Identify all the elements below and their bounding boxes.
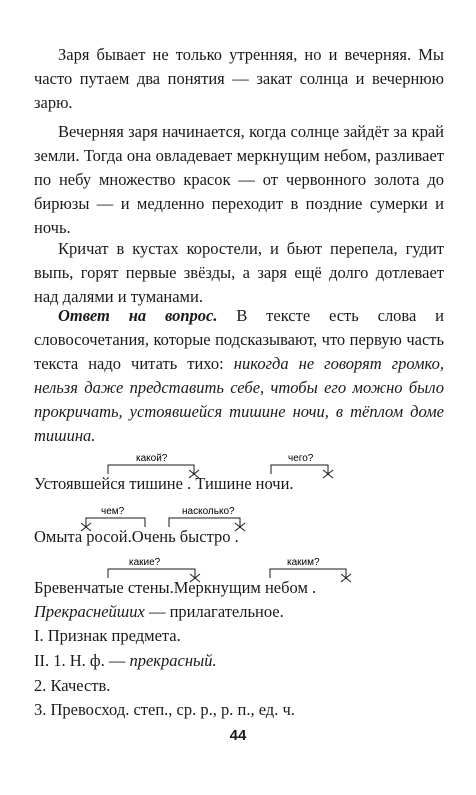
answer-examples: никогда не говорят громко, нельзя даже представить себе, чтобы его можно было прокричать, устоявшейся тишине ночи, в тёплом доме тишина. [34,354,445,445]
parsing-item: I. Признак предмета. [34,626,181,645]
parsing-item: 2. Качеств. [34,676,111,695]
parsed-word-type: — прилагательное. [144,602,284,621]
parsing-item [34,649,217,673]
parsing-item-prefix: II. 1. Н. ф. — [34,651,130,670]
phrase-line-3: Бревенчатые стены.Меркнущим небом . [34,578,317,597]
answer-heading: Ответ на вопрос. [58,306,218,325]
question-label: каким? [287,557,320,568]
paragraph-3: Кричат в кустах коростели, и бьют перепела, гудит выпь, горят первые звёзды, а заря ещё долго дотлевает над далями и туманами. [34,239,444,306]
page-number: 44 [229,727,247,744]
answer-text: В тексте есть слова и словосочетания, которые подсказывают, что первую часть текста надо читать тихо: [34,306,444,373]
question-label: какие? [129,557,161,568]
phrase-line-2: Омыта росой.Очень быстро . [34,527,239,546]
parsing-item-italic: прекрасный. [129,651,217,670]
paragraph-1: Заря бывает не только утренняя, но и вечерняя. Мы часто путаем два понятия — закат солнца и вечернюю зарю. [34,45,444,112]
question-label: чем? [101,506,125,517]
parsing-item: 3. Превосход. степ., ср. р., р. п., ед. ч. [34,700,295,719]
question-label: насколько? [182,506,235,517]
phrase-line-1: Устоявшейся тишине . Тишине ночи. [34,474,294,493]
paragraph-2: Вечерняя заря начинается, когда солнце зайдёт за край земли. Тогда она овладевает меркнущим небом, разливает по небу множество красок — от червонного золота до бирюзы — и медленно переходит в поздние сумерки и ночь. [34,122,444,237]
question-label: чего? [288,453,314,464]
parsing-heading [34,600,284,624]
parsed-word: Прекраснейших [34,602,145,621]
question-label: какой? [136,453,168,464]
